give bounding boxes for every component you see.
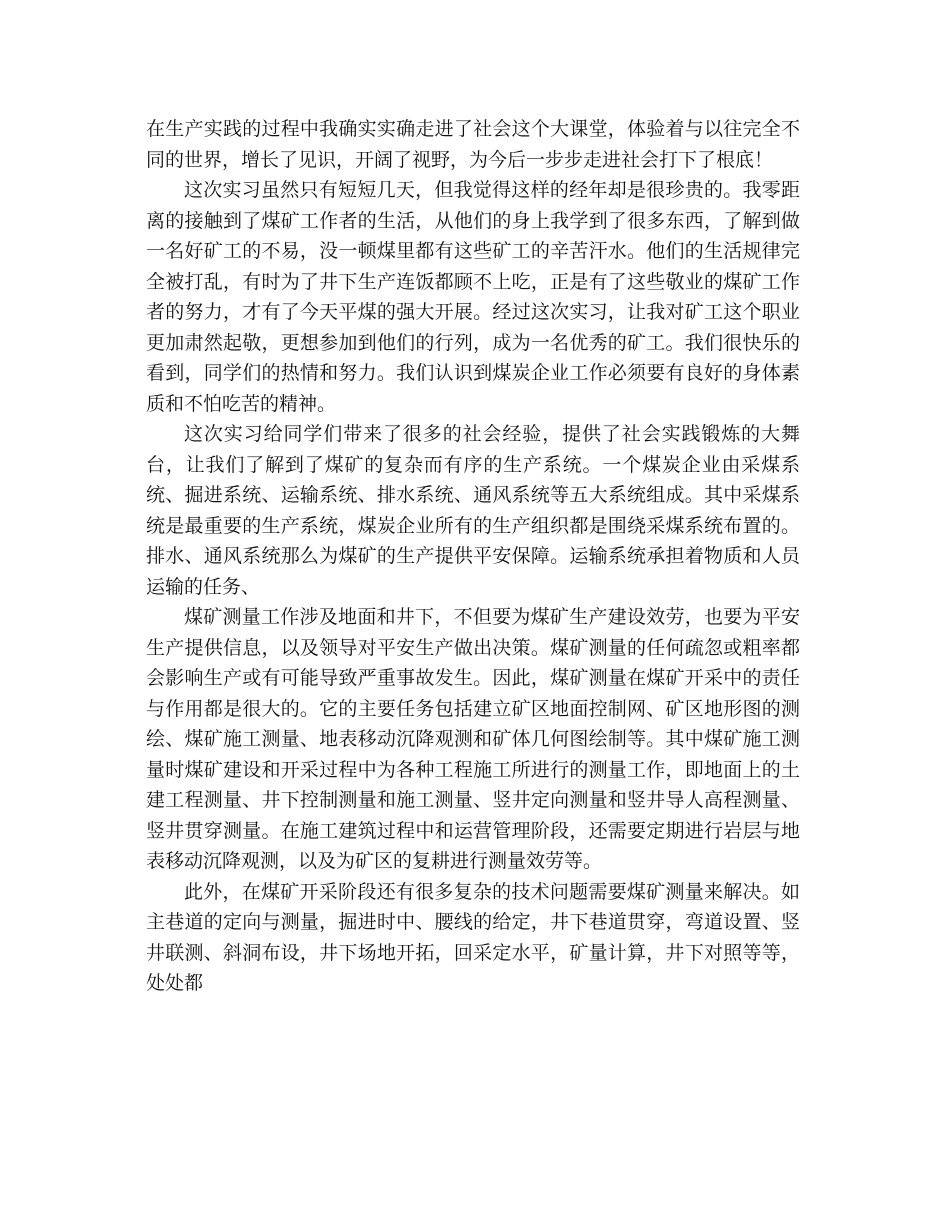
paragraph-internship-experience: 这次实习虽然只有短短几天，但我觉得这样的经年却是很珍贵的。我零距离的接触到了煤矿工作者的生活，从他们的身上我学到了很多东西，了解到做一名好矿工的不易，没一顿煤里都有这些矿工的辛苦汗水。他们的生活规律完全被打乱，有时为了井下生产连饭都顾不上吃，正是有了这些敬业的煤矿工作者的努力，才有了今天平煤的强大开展。经过这次实习，让我对矿工这个职业更加肃然起敬，更想参加到他们的行列，成为一名优秀的矿工。我们很快乐的看到，同学们的热情和努力。我们认识到煤炭企业工作必须要有良好的身体素质和不怕吃苦的精神。 <box>146 179 800 415</box>
paragraph-technical-problems: 此外，在煤矿开采阶段还有很多复杂的技术问题需要煤矿测量来解决。如主巷道的定向与测量，掘进时中、腰线的给定，井下巷道贯穿，弯道设置、竖井联测、斜洞布设，井下场地开拓，回采定水平，矿量计算，井下对照等等，处处都 <box>146 880 800 994</box>
document-page <box>146 114 800 999</box>
paragraph-mine-surveying: 煤矿测量工作涉及地面和井下，不但要为煤矿生产建设效劳，也要为平安生产提供信息，以及领导对平安生产做出决策。煤矿测量的任何疏忽或粗率都会影响生产或有可能导致严重事故发生。因此，煤矿测量在煤矿开采中的责任与作用都是很大的。它的主要任务包括建立矿区地面控制网、矿区地形图的测绘、煤矿施工测量、地表移动沉降观测和矿体几何图绘制等。其中煤矿施工测量时煤矿建设和开采过程中为各种工程施工所进行的测量工作，即地面上的土建工程测量、井下控制测量和施工测量、竖井定向测量和竖井导人高程测量、竖井贯穿测量。在施工建筑过程中和运营管理阶段，还需要定期进行岩层与地表移动沉降观测，以及为矿区的复耕进行测量效劳等。 <box>146 606 800 872</box>
paragraph-intro-continuation: 在生产实践的过程中我确实实确走进了社会这个大课堂，体验着与以往完全不同的世界，增长了见识，开阔了视野，为今后一步步走进社会打下了根底！ <box>146 118 800 171</box>
paragraph-mine-systems: 这次实习给同学们带来了很多的社会经验，提供了社会实践锻炼的大舞台，让我们了解到了煤矿的复杂而有序的生产系统。一个煤炭企业由采煤系统、掘进系统、运输系统、排水系统、通风系统等五大系统组成。其中采煤系统是最重要的生产系统，煤炭企业所有的生产组织都是围绕采煤系统布置的。排水、通风系统那么为煤矿的生产提供平安保障。运输系统承担着物质和人员运输的任务、 <box>146 423 800 598</box>
